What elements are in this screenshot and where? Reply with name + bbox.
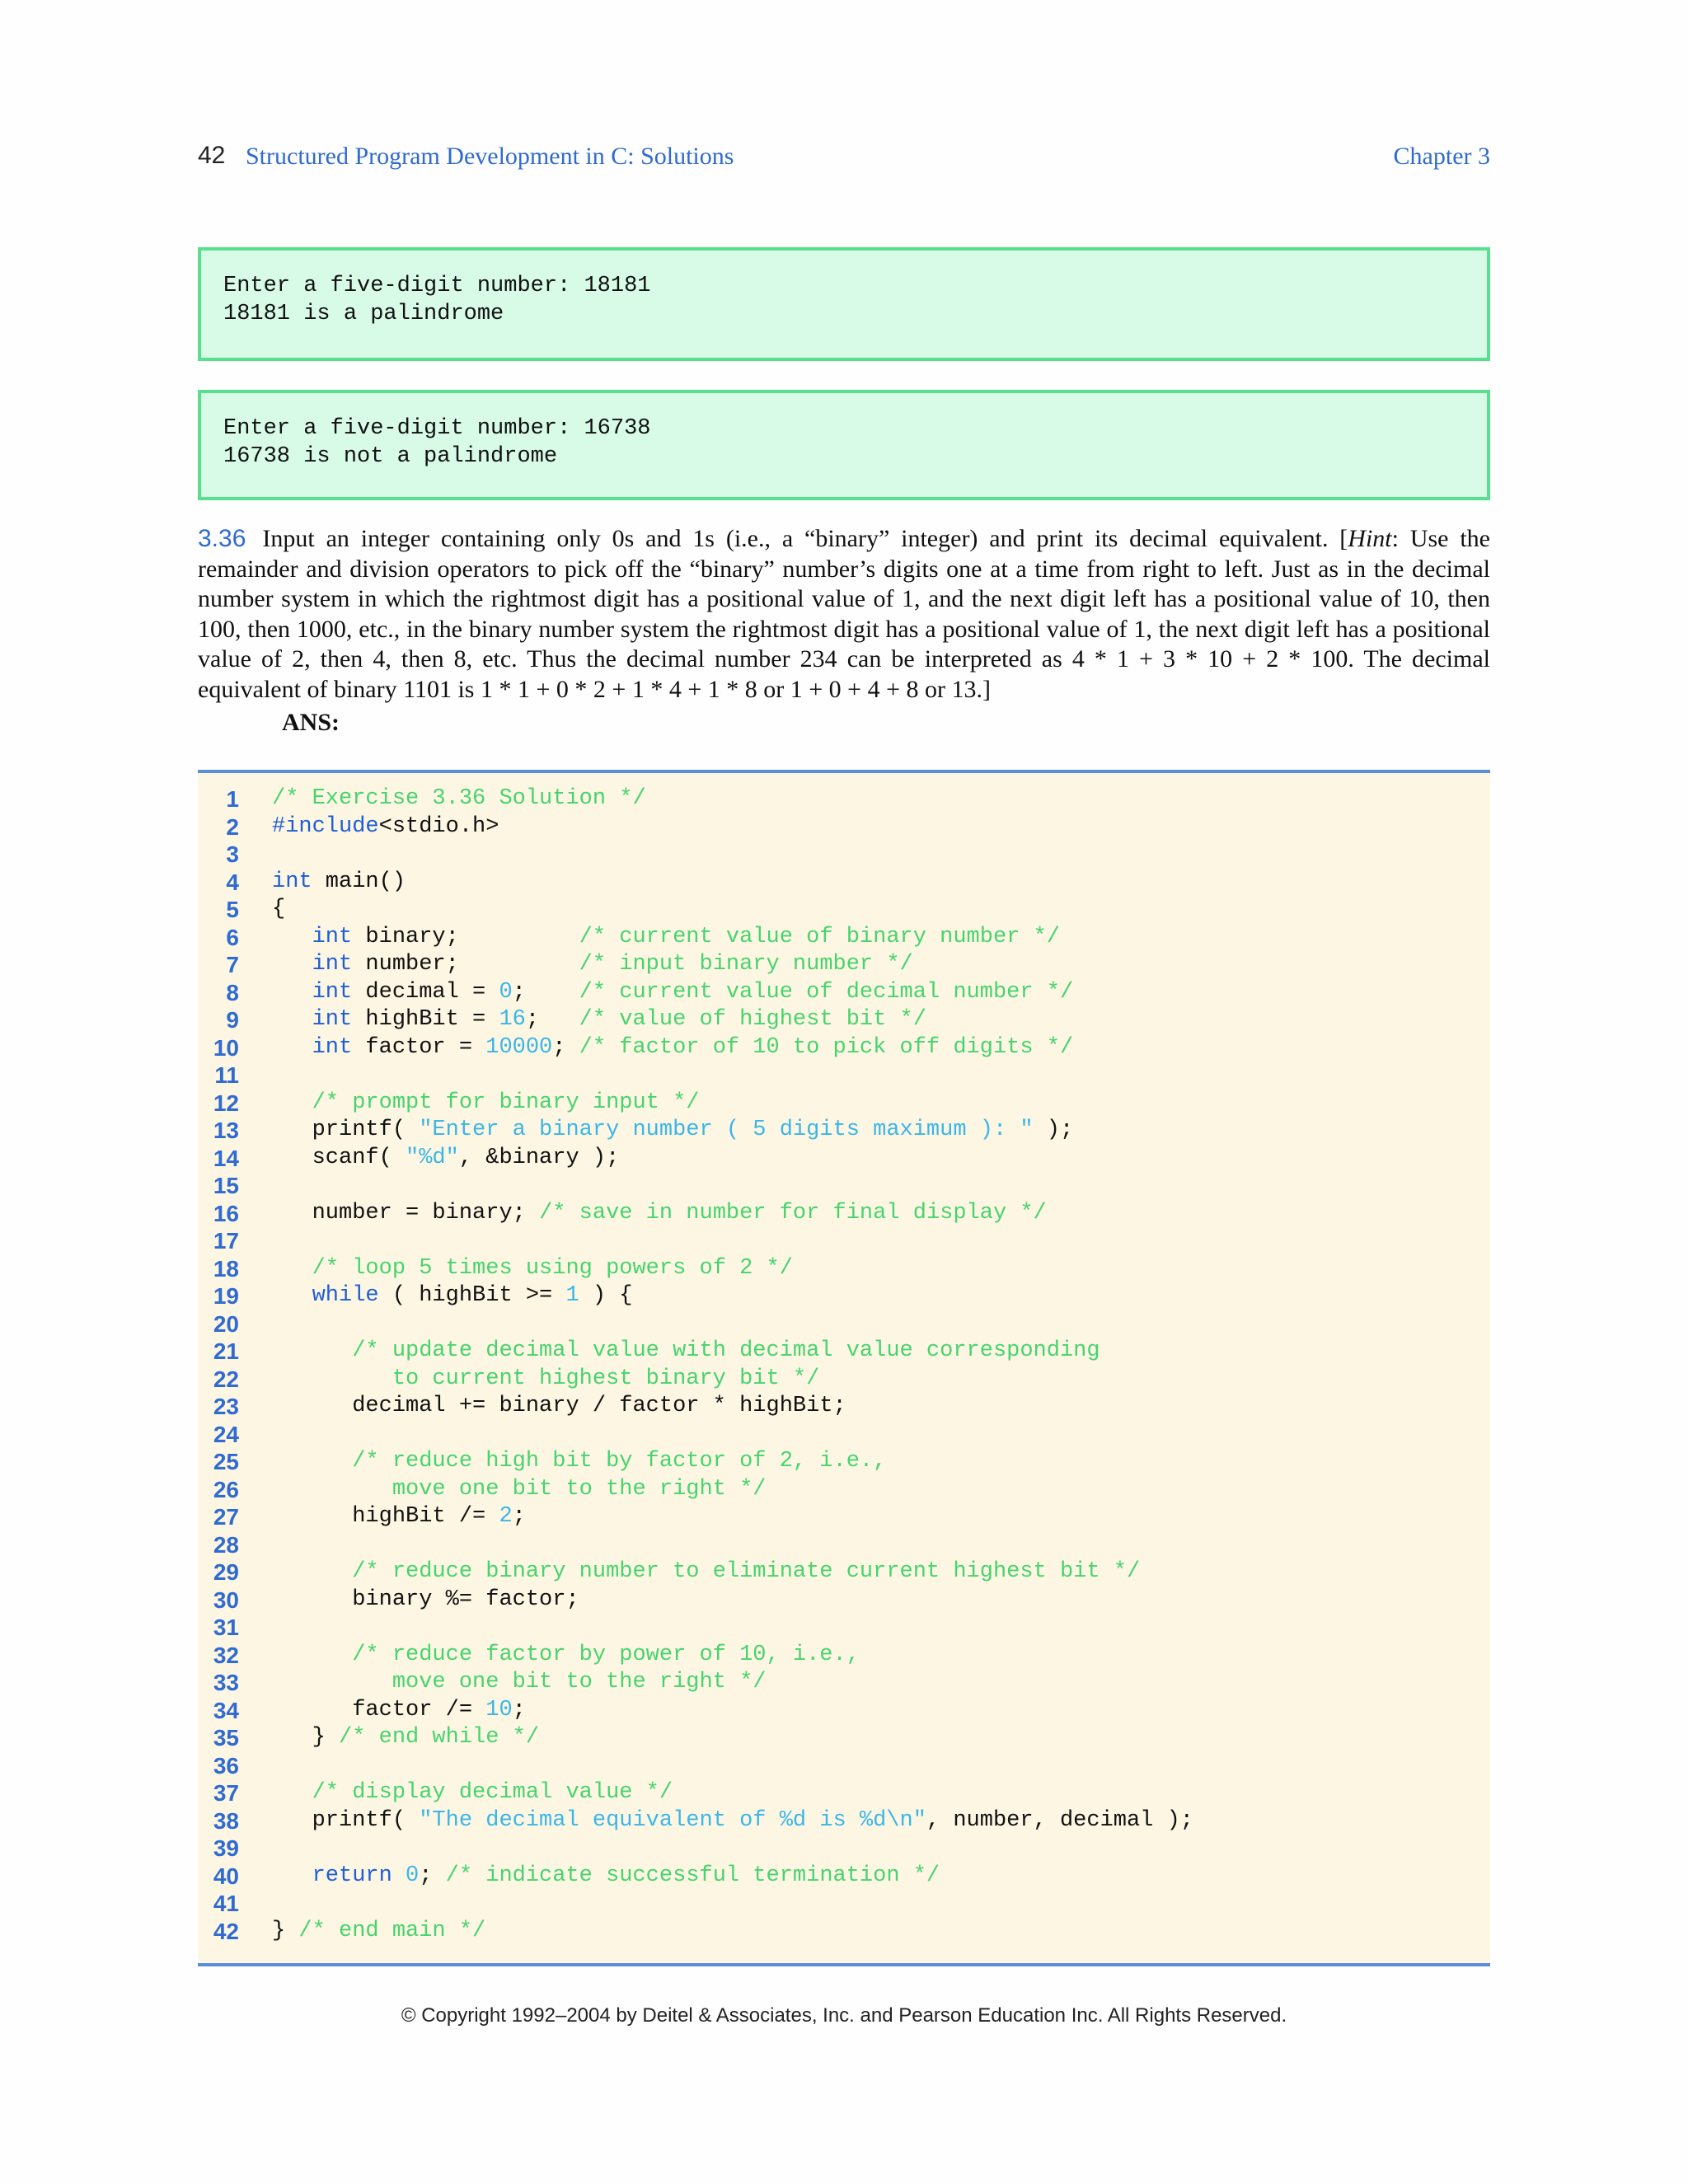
code-text (272, 1145, 619, 1173)
code-token: "The decimal equivalent of %d is %d\n" (419, 1807, 926, 1833)
code-token: factor /= (272, 1697, 486, 1722)
code-token: /* factor of 10 to pick off digits */ (579, 1034, 1074, 1060)
code-listing (198, 770, 1490, 1966)
code-token: ; (419, 1863, 446, 1888)
line-number: 18 (213, 1255, 239, 1282)
code-token: /* save in number for final display */ (539, 1200, 1047, 1226)
code-text (272, 951, 913, 979)
line-number: 23 (213, 1394, 239, 1419)
line-number: 14 (213, 1145, 239, 1171)
line-number: 38 (213, 1807, 239, 1834)
line-number: 12 (213, 1090, 239, 1116)
code-token: #include (272, 813, 379, 839)
code-token: ; (512, 1504, 526, 1529)
code-line (198, 1062, 1490, 1090)
code-token: /* Exercise 3.36 Solution */ (272, 786, 646, 811)
code-token: main() (312, 869, 406, 894)
code-token (272, 1559, 352, 1584)
code-text (272, 1918, 485, 1946)
exercise-text-part: Input an integer containing only 0s and 1s (i.e., a “binary” integer) and print its decimal equivalent. [ (262, 525, 1348, 552)
code-text (272, 1724, 539, 1752)
line-number: 1 (226, 786, 239, 812)
code-line (198, 1145, 1490, 1173)
line-number: 16 (213, 1200, 239, 1226)
code-text (272, 924, 1060, 952)
exercise-text-part: : Use the remainder and division operators to pick off the “binary” number’s digits one at a time from right to left. Just as in the decimal number system in which the rightmost digit has a positional value of 1, and the next digit left has a positional value of 10, then 100, then 1000, etc., in the binary number system the rightmost digit has a positional value of 1, the next digit left has a positional value of 2, then 4, then 8, etc. Thus the decimal number 234 can be interpreted as 4 * 1 + 3 * 10 + 2 * 100. The decimal equivalent of binary 1101 is 1 * 1 + 0 * 2 + 1 * 4 + 1 * 8 or 1 + 0 + 4 + 8 or 13.] (198, 525, 1490, 703)
code-text (272, 1503, 526, 1531)
code-line (198, 1807, 1490, 1835)
line-number: 17 (213, 1228, 239, 1254)
code-token: int (312, 924, 353, 949)
code-token: ); (1033, 1118, 1074, 1142)
code-token (272, 1283, 312, 1308)
code-line (198, 951, 1490, 979)
code-token (272, 1090, 312, 1115)
code-line (198, 841, 1490, 869)
line-number: 13 (213, 1118, 239, 1143)
code-token: factor = (352, 1034, 486, 1060)
line-number: 11 (214, 1062, 239, 1088)
code-line (198, 1863, 1490, 1891)
code-line (198, 1034, 1490, 1062)
code-token: ( highBit >= (378, 1283, 566, 1308)
code-token (272, 1007, 312, 1032)
line-number: 3 (226, 841, 239, 867)
code-token: } (272, 1918, 299, 1943)
code-token: ; (512, 979, 579, 1005)
code-token: /* reduce binary number to eliminate current highest bit */ (352, 1559, 1141, 1584)
code-token: decimal += binary / factor * highBit; (272, 1394, 846, 1418)
code-line (198, 1724, 1490, 1752)
code-line (198, 1614, 1490, 1642)
code-token (272, 980, 312, 1005)
code-token (272, 1338, 352, 1363)
code-token: /* input binary number */ (579, 952, 913, 977)
code-line (198, 1227, 1490, 1255)
code-line (198, 1476, 1490, 1504)
code-token: scanf( (272, 1145, 406, 1170)
code-token: binary; (352, 924, 579, 949)
code-token: /* update decimal value with decimal value corresponding (352, 1338, 1100, 1363)
line-number: 34 (213, 1697, 239, 1723)
code-line (198, 1366, 1490, 1394)
code-token: "%d" (406, 1145, 459, 1170)
output-line: 18181 is a palindrome (223, 302, 504, 326)
code-token: int (312, 1034, 353, 1060)
code-lines (198, 785, 1490, 1945)
code-token: decimal = (352, 979, 499, 1005)
code-line (198, 1448, 1490, 1476)
code-token: <stdio.h> (378, 813, 499, 839)
line-number: 5 (226, 897, 239, 922)
line-number: 27 (213, 1504, 239, 1530)
code-line (198, 1200, 1490, 1228)
chapter-label: Chapter 3 (1393, 143, 1490, 170)
line-number: 25 (213, 1449, 239, 1474)
code-token: /* end while */ (339, 1725, 540, 1750)
code-line (198, 896, 1490, 924)
line-number: 37 (213, 1780, 239, 1806)
code-token: number; (352, 952, 579, 977)
code-token: highBit /= (272, 1504, 499, 1529)
line-number: 31 (213, 1615, 239, 1640)
code-token: printf( (272, 1118, 420, 1142)
code-line (198, 1090, 1490, 1118)
code-line (198, 1642, 1490, 1670)
page-header (198, 142, 1490, 175)
code-text (272, 1034, 1073, 1062)
output-line: Enter a five-digit number: 16738 (223, 416, 651, 441)
code-text (272, 1282, 632, 1310)
line-number: 20 (213, 1310, 239, 1337)
code-text (272, 1090, 700, 1118)
line-number: 33 (213, 1670, 239, 1695)
code-token: /* loop 5 times using powers of 2 */ (312, 1255, 793, 1281)
line-number: 42 (213, 1918, 239, 1944)
code-text (272, 813, 499, 841)
exercise-text (198, 524, 1490, 705)
code-line (198, 1282, 1490, 1310)
code-token: 0 (406, 1863, 420, 1888)
code-token: , number, decimal ); (926, 1807, 1193, 1833)
code-token: /* reduce high bit by factor of 2, i.e., (352, 1449, 887, 1474)
line-number: 24 (213, 1421, 239, 1447)
code-line (198, 785, 1490, 813)
code-token: /* display decimal value */ (312, 1780, 673, 1805)
code-token: highBit = (352, 1007, 499, 1032)
code-token (272, 1449, 352, 1474)
code-text (272, 1476, 767, 1504)
code-line (198, 1890, 1490, 1918)
code-token: number = binary; (272, 1200, 540, 1226)
page-number: 42 (198, 142, 226, 169)
code-token: /* value of highest bit */ (579, 1007, 926, 1032)
answer-label: ANS: (282, 709, 340, 736)
code-line (198, 1779, 1490, 1807)
code-line (198, 1421, 1490, 1449)
exercise-number: 3.36 (198, 525, 246, 552)
line-number: 22 (213, 1366, 239, 1392)
code-token (272, 1256, 312, 1281)
code-token: move one bit to the right */ (272, 1670, 767, 1694)
code-token: 16 (499, 1007, 526, 1032)
code-text (272, 1807, 1193, 1835)
code-token (272, 1643, 352, 1667)
code-token: ; (512, 1697, 526, 1722)
code-token: /* prompt for binary input */ (312, 1090, 700, 1115)
line-number: 15 (213, 1173, 239, 1198)
code-text (272, 1586, 579, 1615)
code-token: 10000 (485, 1034, 553, 1060)
code-line (198, 1752, 1490, 1780)
code-token: /* indicate successful termination */ (445, 1863, 940, 1888)
code-text (272, 1448, 886, 1476)
line-number: 40 (213, 1863, 239, 1889)
program-output-sample-1 (198, 247, 1490, 361)
code-line (198, 924, 1490, 952)
code-text (272, 1558, 1140, 1586)
code-token (272, 952, 312, 977)
code-text (272, 1255, 793, 1283)
code-token: int (312, 979, 353, 1005)
code-line (198, 1393, 1490, 1421)
code-text (272, 1393, 846, 1421)
code-text (272, 1669, 767, 1697)
code-line (198, 1586, 1490, 1615)
code-line (198, 869, 1490, 897)
line-number: 41 (213, 1891, 239, 1916)
code-line (198, 1697, 1490, 1725)
code-token: ; (552, 1034, 579, 1060)
code-text (272, 869, 406, 897)
code-text (272, 1366, 819, 1394)
line-number: 30 (213, 1586, 239, 1613)
program-output-sample-2 (198, 390, 1490, 500)
code-token: binary %= factor; (272, 1586, 579, 1612)
code-text (272, 1642, 860, 1670)
code-line (198, 813, 1490, 841)
line-number: 6 (226, 924, 239, 950)
line-number: 26 (213, 1476, 239, 1502)
code-line (198, 1006, 1490, 1034)
code-line (198, 1310, 1490, 1338)
line-number: 10 (213, 1034, 239, 1061)
line-number: 7 (226, 952, 239, 977)
code-token: 0 (499, 979, 513, 1005)
code-text (272, 785, 646, 813)
code-text (272, 1697, 526, 1725)
line-number: 39 (213, 1835, 239, 1861)
code-token: int (272, 869, 312, 894)
code-text (272, 1338, 1100, 1366)
line-number: 32 (213, 1642, 239, 1668)
code-token: 1 (565, 1283, 579, 1308)
code-token (272, 1780, 312, 1805)
code-token: 10 (485, 1697, 513, 1722)
code-text (272, 1006, 926, 1034)
hint-label: Hint (1348, 525, 1392, 552)
line-number: 28 (213, 1531, 239, 1558)
line-number: 36 (213, 1752, 239, 1779)
code-line (198, 1918, 1490, 1946)
code-token (272, 1863, 312, 1888)
copyright-notice: © Copyright 1992–2004 by Deitel & Associates, Inc. and Pearson Education Inc. All Rights Reserved. (401, 2004, 1287, 2027)
code-line (198, 1669, 1490, 1697)
code-token: } (272, 1725, 340, 1750)
code-token: int (312, 1007, 353, 1032)
code-token: { (272, 897, 286, 921)
code-token: , &binary ); (458, 1145, 620, 1170)
line-number: 29 (213, 1559, 239, 1585)
code-token: return (312, 1863, 392, 1888)
code-line (198, 1255, 1490, 1283)
code-line (198, 1172, 1490, 1200)
code-token: int (312, 952, 353, 977)
code-line (198, 1503, 1490, 1531)
line-number: 19 (213, 1283, 239, 1309)
code-token: /* reduce factor by power of 10, i.e., (352, 1642, 860, 1667)
code-token: ) { (579, 1283, 633, 1308)
code-token: /* end main */ (298, 1918, 486, 1943)
code-line (198, 1835, 1490, 1863)
output-line: Enter a five-digit number: 18181 (223, 274, 651, 298)
code-token: while (312, 1283, 379, 1308)
code-token: printf( (272, 1807, 420, 1833)
line-number: 35 (213, 1725, 239, 1750)
line-number: 2 (226, 813, 239, 840)
code-text (272, 1200, 1047, 1228)
code-token (392, 1863, 406, 1888)
code-line (198, 979, 1490, 1007)
code-text (272, 896, 285, 924)
code-token: "Enter a binary number ( 5 digits maximum ): " (419, 1118, 1034, 1142)
code-line (198, 1558, 1490, 1586)
code-text (272, 1863, 940, 1891)
code-line (198, 1338, 1490, 1366)
line-number: 8 (226, 979, 239, 1005)
code-token (272, 1035, 312, 1060)
code-token: move one bit to the right */ (272, 1476, 767, 1502)
line-number: 21 (213, 1338, 239, 1364)
code-token (272, 925, 312, 949)
code-text (272, 1117, 1073, 1145)
code-token: /* current value of binary number */ (579, 924, 1060, 949)
code-token: /* current value of decimal number */ (579, 979, 1074, 1005)
code-line (198, 1531, 1490, 1559)
running-title: Structured Program Development in C: Solutions (246, 143, 734, 170)
code-token: 2 (499, 1504, 513, 1529)
output-line: 16738 is not a palindrome (223, 444, 558, 469)
code-text (272, 1779, 673, 1807)
code-token: ; (525, 1007, 579, 1032)
code-token: to current highest binary bit */ (272, 1366, 820, 1391)
line-number: 9 (226, 1007, 239, 1033)
line-number: 4 (226, 869, 239, 895)
code-line (198, 1117, 1490, 1145)
code-text (272, 979, 1073, 1007)
